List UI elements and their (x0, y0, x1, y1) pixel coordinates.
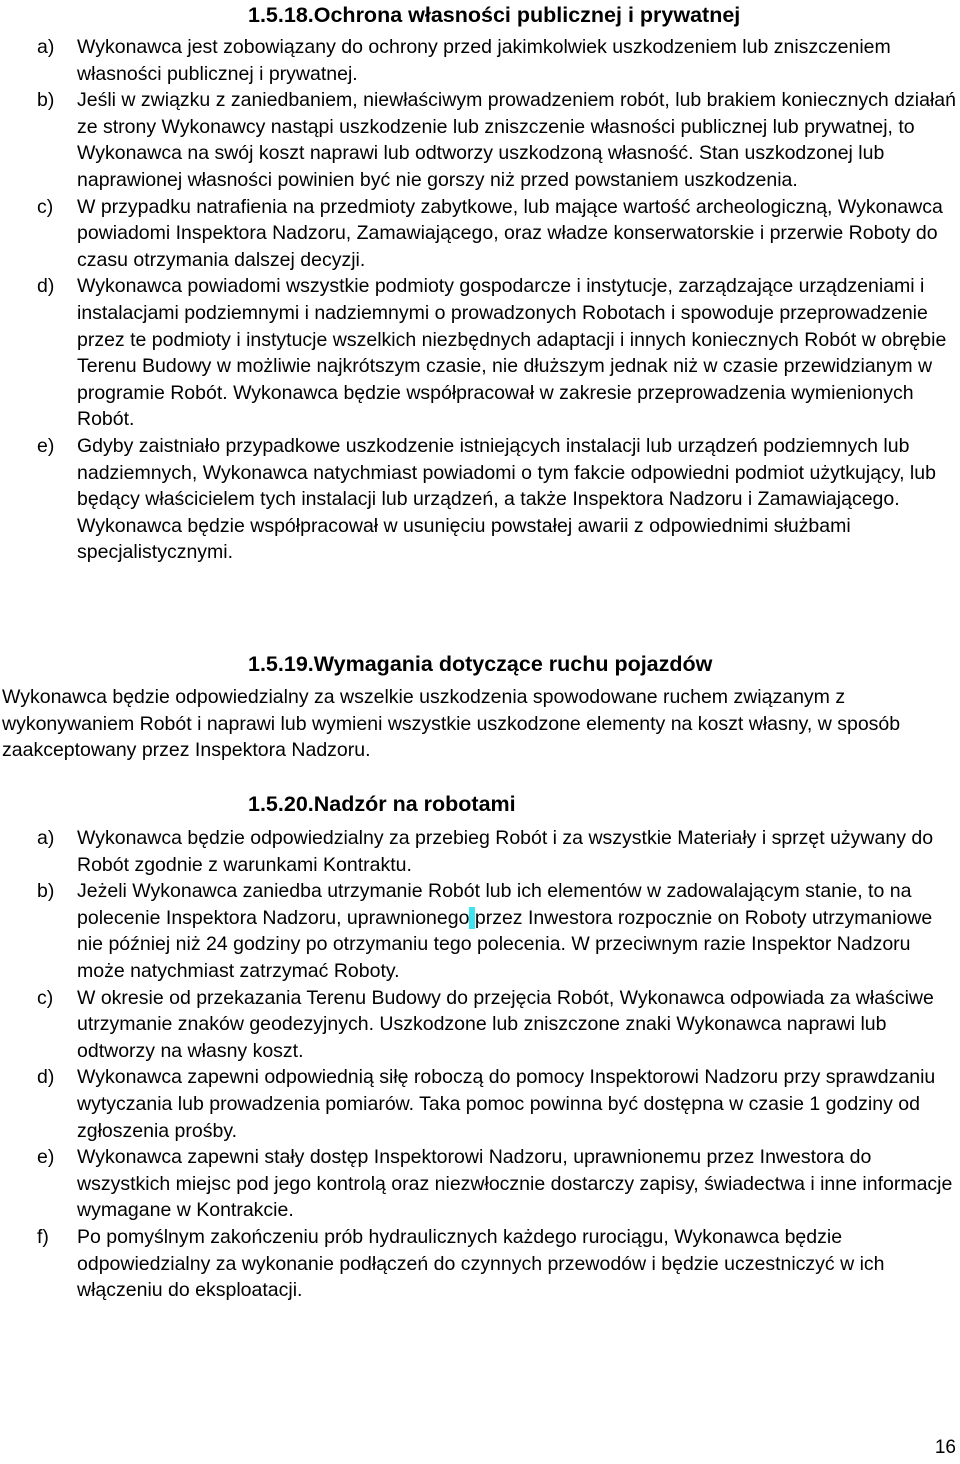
section-1-5-19-paragraph: Wykonawca będzie odpowiedzialny za wszelkie uszkodzenia spowodowane ruchem związanym z wykonywaniem Robót i naprawi lub wymieni wszystkie uszkodzone elementy na koszt własny, w sposób zaakceptowany przez Inspektora Nadzoru. (2, 686, 901, 762)
list-item (0, 87, 960, 193)
section-heading-1-5-20: 1.5.20.Nadzór na robotami (248, 792, 516, 816)
list-marker: b) (37, 880, 55, 903)
list-item (0, 1224, 960, 1304)
list-item (0, 1064, 960, 1144)
list-item (0, 34, 960, 87)
list-marker: a) (37, 827, 55, 849)
list-marker: f) (37, 1225, 49, 1248)
list-marker: e) (37, 434, 55, 457)
list-marker: d) (37, 275, 55, 298)
text-segment: przez Inwestora rozpocznie on Roboty utrzymaniowe nie później niż 24 godziny po otrzymaniu tego polecenia. W przeciwnym razie Inspektor Nadzoru może natychmiast zatrzymać Roboty. (77, 906, 933, 982)
list-item (0, 985, 960, 1065)
section-heading-1-5-19: 1.5.19.Wymagania dotyczące ruchu pojazdów (248, 652, 713, 676)
list-item-text: W przypadku natrafienia na przedmioty zabytkowe, lub mające wartość archeologiczną, Wykonawca powiadomi Inspektora Nadzoru, Zamawiającego, oraz władze konserwatorskie i przerwie Roboty do czasu otrzymania dalszej decyzji. (77, 195, 943, 271)
list-item (0, 433, 960, 566)
list-item (0, 273, 960, 433)
list-marker: d) (37, 1066, 55, 1089)
list-item-text: Wykonawca zapewni stały dostęp Inspektorowi Nadzoru, uprawnionemu przez Inwestora do wszystkich miejsc pod jego kontrolą oraz niezwłocznie dostarczy zapisy, świadectwa i inne informacje wymagane w Kontrakcie. (77, 1146, 953, 1222)
list-item-text: Wykonawca powiadomi wszystkie podmioty gospodarcze i instytucje, zarządzające urządzeniami i instalacjami podziemnymi i nadziemnymi o prowadzonych Robotach i spowoduje przeprowadzenie przez te podmioty i instytucje wszelkich niezbędnych adaptacji i innych koniecznych Robót w obrębie Terenu Budowy w możliwie najkrótszym czasie, nie dłuższym jednak niż w czasie przewidzianym w programie Robót. Wykonawca będzie współpracował w zakresie przeprowadzenia wymienionych Robót. (77, 275, 947, 431)
list-item-text: Po pomyślnym zakończeniu prób hydraulicznych każdego rurociągu, Wykonawca będzie odpowiedzialny za wykonanie podłączeń do czynnych przewodów i będzie uczestniczyć w ich włączeniu do eksploatacji. (77, 1225, 885, 1302)
list-item-text: Gdyby zaistniało przypadkowe uszkodzenie istniejących instalacji lub urządzeń podziemnych lub nadziemnych, Wykonawca natychmiast powiadomi o tym fakcie odpowiedni podmiot użytkujący, lub będący właścicielem tych instalacji lub urządzeń, a także Inspektora Nadzoru i Zamawiającego. Wykonawca będzie współpracował w usunięciu powstałej awarii z odpowiednimi służbami specjalistycznymi. (77, 434, 936, 564)
list-item-text: Wykonawca zapewni odpowiednią siłę roboczą do pomocy Inspektorowi Nadzoru przy sprawdzaniu wytyczania lub prowadzenia pomiarów. Taka pomoc powinna być dostępna w czasie 1 godziny od zgłoszenia prośby. (77, 1066, 936, 1142)
list-item-text: Wykonawca jest zobowiązany do ochrony przed jakimkolwiek uszkodzeniem lub zniszczeniem własności publicznej i prywatnej. (77, 36, 891, 85)
text-segment: Jeżeli Wykonawca zaniedba utrzymanie Robót lub ich elementów w zadowalającym stanie, to na polecenie Inspektora Nadzoru, uprawnionego (77, 880, 912, 929)
list-item (0, 1144, 960, 1224)
page-number: 16 (934, 1437, 956, 1458)
section-1-5-20-list (0, 825, 960, 1304)
section-1-5-18-list (0, 34, 960, 566)
list-marker: c) (37, 986, 54, 1009)
list-marker: b) (37, 89, 55, 112)
list-marker: e) (37, 1146, 55, 1169)
list-marker: a) (37, 36, 55, 58)
list-item (0, 194, 960, 274)
list-item-text: W okresie od przekazania Terenu Budowy do przejęcia Robót, Wykonawca odpowiada za właściwe utrzymanie znaków geodezyjnych. Uszkodzone lub zniszczone znaki Wykonawca naprawi lub odtworzy na własny koszt. (77, 986, 934, 1062)
list-item-text: Jeśli w związku z zaniedbaniem, niewłaściwym prowadzeniem robót, lub brakiem koniecznych działań ze strony Wykonawcy nastąpi uszkodzenie lub zniszczenie własności publicznej lub prywatnej, to Wykonawca na swój koszt naprawi lub odtworzy uszkodzoną własność. Stan uszkodzonej lub naprawionej własności powinien być nie gorszy niż przed powstaniem uszkodzenia. (77, 89, 956, 191)
list-item-text: Wykonawca będzie odpowiedzialny za przebieg Robót i za wszystkie Materiały i sprzęt używany do Robót zgodnie z warunkami Kontraktu. (77, 827, 934, 876)
list-marker: c) (37, 195, 54, 218)
list-item (0, 878, 960, 984)
section-heading-1-5-18: 1.5.18.Ochrona własności publicznej i prywatnej (248, 3, 741, 27)
list-item (0, 825, 960, 878)
list-item-text (77, 878, 958, 984)
